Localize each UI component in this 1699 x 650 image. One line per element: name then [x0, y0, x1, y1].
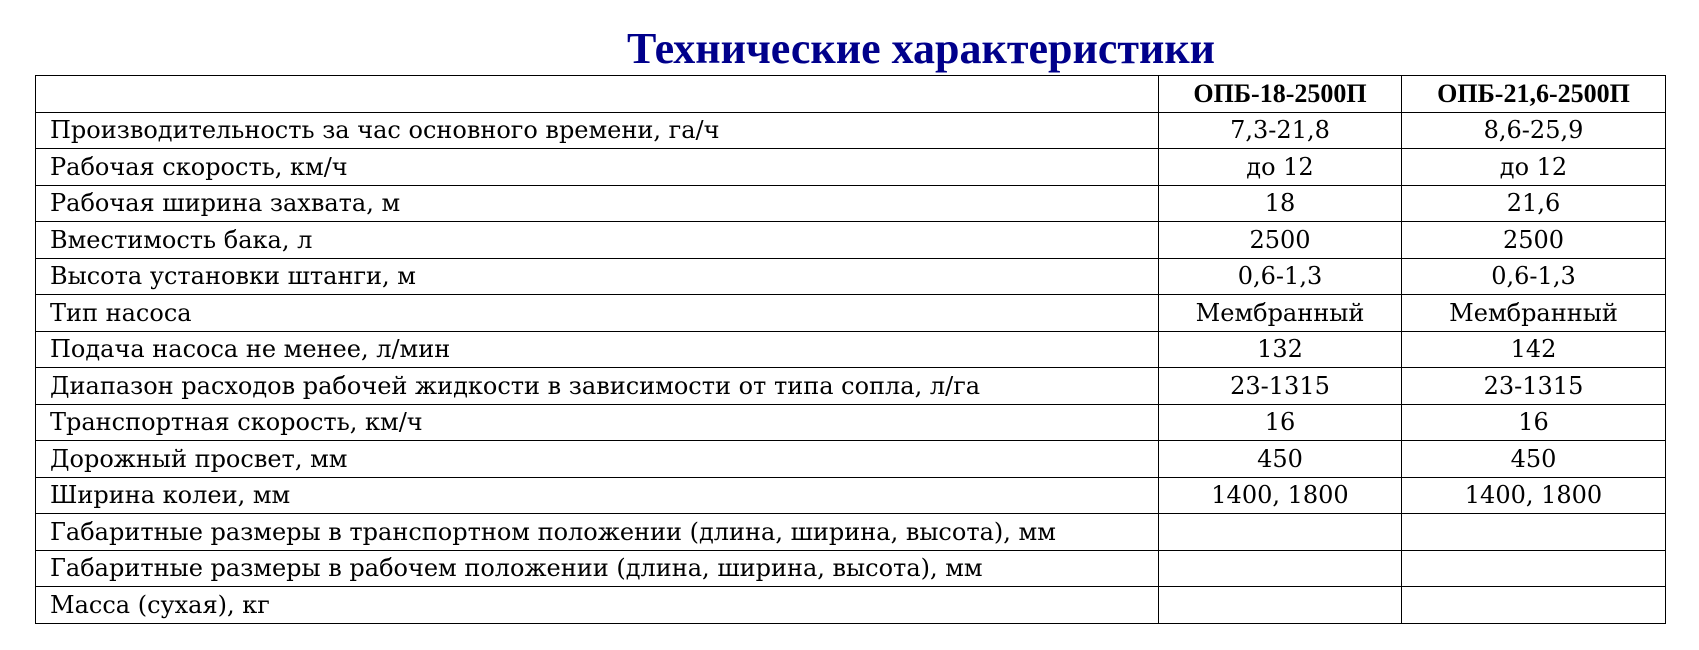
model-a-value: 1400, 1800: [1159, 477, 1402, 514]
parameter-cell: Дорожный просвет, мм: [36, 441, 1159, 478]
model-a-value: 16: [1159, 404, 1402, 441]
model-b-value: [1402, 550, 1666, 587]
table-row: [36, 222, 1666, 259]
parameter-cell: Транспортная скорость, км/ч: [36, 404, 1159, 441]
model-b-value: Мембранный: [1402, 295, 1666, 332]
model-a-value: 7,3-21,8: [1159, 112, 1402, 149]
model-a-value: 18: [1159, 185, 1402, 222]
model-a-value: до 12: [1159, 149, 1402, 186]
model-a-value: 0,6-1,3: [1159, 258, 1402, 295]
model-b-value: 1400, 1800: [1402, 477, 1666, 514]
parameter-cell: Рабочая ширина захвата, м: [36, 185, 1159, 222]
table-row: [36, 112, 1666, 149]
parameter-cell: Высота установки штанги, м: [36, 258, 1159, 295]
parameter-cell: Габаритные размеры в рабочем положении (длина, ширина, высота), мм: [36, 550, 1159, 587]
table-row: [36, 149, 1666, 186]
model-a-value: [1159, 587, 1402, 624]
model-a-value: 2500: [1159, 222, 1402, 259]
header-model-a: ОПБ-18-2500П: [1159, 76, 1402, 113]
parameter-cell: Рабочая скорость, км/ч: [36, 149, 1159, 186]
parameter-cell: Подача насоса не менее, л/мин: [36, 331, 1159, 368]
model-b-value: 21,6: [1402, 185, 1666, 222]
page-title: Технические характеристики: [626, 24, 1216, 73]
model-b-value: 16: [1402, 404, 1666, 441]
model-a-value: Мембранный: [1159, 295, 1402, 332]
table-row: [36, 368, 1666, 405]
parameter-cell: Масса (сухая), кг: [36, 587, 1159, 624]
parameter-cell: Вместимость бака, л: [36, 222, 1159, 259]
parameter-cell: Ширина колеи, мм: [36, 477, 1159, 514]
model-a-value: 23-1315: [1159, 368, 1402, 405]
table-row: [36, 587, 1666, 624]
parameter-cell: Тип насоса: [36, 295, 1159, 332]
table-row: [36, 295, 1666, 332]
table-row: [36, 258, 1666, 295]
parameter-cell: Диапазон расходов рабочей жидкости в зависимости от типа сопла, л/га: [36, 368, 1159, 405]
model-b-value: 142: [1402, 331, 1666, 368]
model-b-value: 0,6-1,3: [1402, 258, 1666, 295]
model-b-value: 23-1315: [1402, 368, 1666, 405]
parameter-cell: Габаритные размеры в транспортном положении (длина, ширина, высота), мм: [36, 514, 1159, 551]
table-row: [36, 331, 1666, 368]
specs-table: [35, 75, 1666, 624]
model-b-value: [1402, 514, 1666, 551]
header-parameter: [36, 76, 1159, 113]
header-model-b: ОПБ-21,6-2500П: [1402, 76, 1666, 113]
model-b-value: 450: [1402, 441, 1666, 478]
model-b-value: 8,6-25,9: [1402, 112, 1666, 149]
parameter-cell: Производительность за час основного времени, га/ч: [36, 112, 1159, 149]
table-row: [36, 514, 1666, 551]
table-row: [36, 404, 1666, 441]
table-row: [36, 441, 1666, 478]
table-row: [36, 185, 1666, 222]
table-header-row: [36, 76, 1666, 113]
model-a-value: [1159, 514, 1402, 551]
model-a-value: [1159, 550, 1402, 587]
model-b-value: 2500: [1402, 222, 1666, 259]
model-a-value: 132: [1159, 331, 1402, 368]
model-b-value: [1402, 587, 1666, 624]
model-b-value: до 12: [1402, 149, 1666, 186]
table-row: [36, 477, 1666, 514]
table-row: [36, 550, 1666, 587]
model-a-value: 450: [1159, 441, 1402, 478]
